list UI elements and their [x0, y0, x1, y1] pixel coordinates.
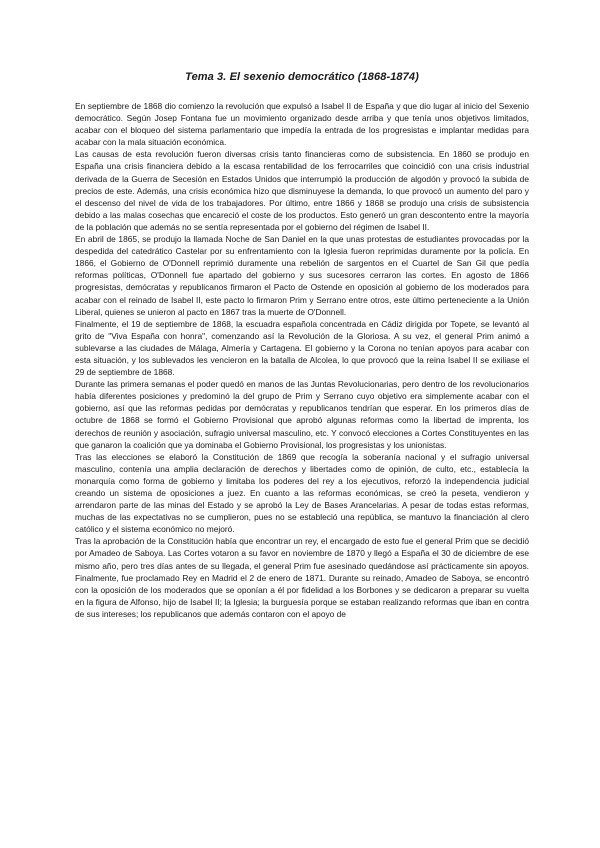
paragraph-revolution: Finalmente, el 19 de septiembre de 1868, la escuadra española concentrada en Cádiz dirigida por Topete, se levantó al grito de "Viva España con honra", comenzando así la Revolución de la Gloriosa. A su vez, el general Prim animó a sublevarse a las ciudades de Málaga, Almería y Cartagena. El gobierno y la Corona no tenían apoyos para acabar con esta situación, y los sublevados les vencieron en la batalla de Alcolea, lo que provocó que la reina Isabel II se exiliase el 29 de septiembre de 1868.	[75, 318, 529, 378]
paragraph-protests: En abril de 1865, se produjo la llamada Noche de San Daniel en la que unas protestas de estudiantes provocadas por la despedida del catedrático Castelar por su enfrentamiento con la Iglesia fueron reprimidas duramente por la policía. En 1866, el Gobierno de O'Donnell reprimió duramente una rebelión de sargentos en el Cuartel de San Gil que pedía reformas políticas, O'Donnell fue apartado del gobierno y sus sucesores cerraron las cortes. En agosto de 1866 progresistas, demócratas y republicanos firmaron el Pacto de Ostende en oposición al gobierno de los moderados para acabar con el reinado de Isabel II, este pacto lo firmaron Prim y Serrano entre otros, este último perteneciente a la Unión Liberal, quienes se unieron al pacto en 1867 tras la muerte de O'Donnell.	[75, 234, 529, 317]
page-title: Tema 3. El sexenio democrático (1868-1874)	[185, 71, 419, 83]
document-page	[75, 0, 529, 620]
paragraph-intro: En septiembre de 1868 dio comienzo la revolución que expulsó a Isabel II de España y que dio lugar al inicio del Sexenio democrático. Según Josep Fontana fue un movimiento organizado desde arriba y que tenía unos objetivos limitados, acabar con el bloqueo del sistema parlamentario que impedía la entrada de los progresistas e implantar medidas para acabar con la mala situación económica.	[75, 101, 529, 148]
paragraph-amadeo: Tras la aprobación de la Constitución había que encontrar un rey, el encargado de esto fue el general Prim que se decidió por Amadeo de Saboya. Las Cortes votaron a su favor en noviembre de 1870 y llegó a España el 30 de diciembre de ese mismo año, pero tres días antes de su llegada, el general Prim fue asesinado quedándose así prácticamente sin apoyos. Finalmente, fue proclamado Rey en Madrid el 2 de enero de 1871. Durante su reinado, Amadeo de Saboya, se encontró con la oposición de los moderados que se oponían a él por fidelidad a los Borbones y se dedicaron a preparar su vuelta en la figura de Alfonso, hijo de Isabel II; la Iglesia; la burguesía porque se estaban realizando reformas que iban en contra de sus intereses; los republicanos que además contaron con el apoyo de	[75, 536, 529, 619]
document-body	[75, 100, 529, 620]
paragraph-provisional-government: Durante las primera semanas el poder quedó en manos de las Juntas Revolucionarias, pero dentro de los revolucionarios había diferentes posiciones y predominó la del grupo de Prim y Serrano cuyo objetivo era simplemente acabar con el gobierno, así que las reformas pedidas por demócratas y republicanos tendrían que esperar. En los primeros días de octubre de 1868 se formó el Gobierno Provisional que aprobó algunas reformas como la libertad de imprenta, los derechos de reunión y asociación, sufragio universal masculino, etc. Y convocó elecciones a Cortes Constituyentes en las que ganaron la coalición que ya dominaba el Gobierno Provisional, los progresistas y los unionistas.	[75, 379, 529, 450]
paragraph-constitution: Tras las elecciones se elaboró la Constitución de 1869 que recogía la soberanía nacional y el sufragio universal masculino, contenía una amplia declaración de derechos y libertades como de opinión, de culto, etc., establecía la monarquía como forma de gobierno y limitaba los poderes del rey a los ejecutivos, reforzó la independencia judicial creando un sistema de oposiciones a juez. En cuanto a las reformas económicas, se creó la peseta, vendieron y arrendaron parte de las minas del Estado y se aprobó la Ley de Bases Arancelarias. A pesar de todas estas reformas, muchas de las expectativas no se cumplieron, pues no se estableció una república, se mantuvo la financiación al clero católico y el sistema económico no mejoró.	[75, 451, 529, 535]
paragraph-causes: Las causas de esta revolución fueron diversas crisis tanto financieras como de subsistencia. En 1860 se produjo en España una crisis financiera debido a la escasa rentabilidad de los ferrocarriles que coincidió con una crisis industrial derivada de la Guerra de Secesión en Estados Unidos que interrumpió la producción de algodón y provocó la subida de precios de este. Además, una crisis económica hizo que disminuyese la demanda, lo que provocó un aumento del paro y el descenso del nivel de vida de los trabajadores. Por último, entre 1866 y 1868 se produjo una crisis de subsistencia debido a las malas cosechas que encareció el coste de los productos. Esto generó un gran descontento entre la mayoría de la población que además no se sentía representada por el gobierno del régimen de Isabel II.	[75, 149, 529, 232]
